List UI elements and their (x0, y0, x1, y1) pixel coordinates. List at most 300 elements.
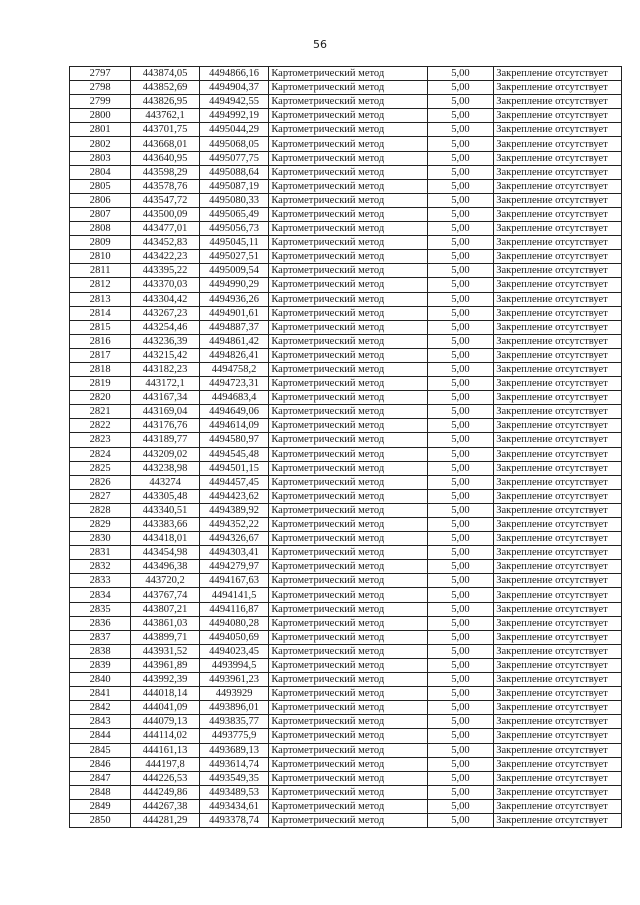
table-row (70, 306, 622, 320)
accuracy-cell: 5,00 (427, 546, 493, 560)
accuracy-cell: 5,00 (427, 222, 493, 236)
accuracy-cell: 5,00 (427, 433, 493, 447)
coordinate-x-cell: 444267,38 (131, 799, 199, 813)
point-number-cell: 2849 (70, 799, 131, 813)
coordinate-y-cell: 4493775,9 (199, 729, 269, 743)
coordinate-x-cell: 443172,1 (131, 377, 199, 391)
method-cell: Картометрический метод (269, 207, 427, 221)
fixation-cell: Закрепление отсутствует (494, 644, 622, 658)
accuracy-cell: 5,00 (427, 673, 493, 687)
method-cell: Картометрический метод (269, 602, 427, 616)
accuracy-cell: 5,00 (427, 658, 493, 672)
fixation-cell: Закрепление отсутствует (494, 757, 622, 771)
coordinate-y-cell: 4494901,61 (199, 306, 269, 320)
coordinate-y-cell: 4494352,22 (199, 518, 269, 532)
coordinate-y-cell: 4495009,54 (199, 264, 269, 278)
fixation-cell: Закрепление отсутствует (494, 278, 622, 292)
coordinate-y-cell: 4493549,35 (199, 771, 269, 785)
fixation-cell: Закрепление отсутствует (494, 813, 622, 827)
method-cell: Картометрический метод (269, 137, 427, 151)
method-cell: Картометрический метод (269, 729, 427, 743)
point-number-cell: 2802 (70, 137, 131, 151)
coordinate-x-cell: 444161,13 (131, 743, 199, 757)
coordinate-y-cell: 4494649,06 (199, 405, 269, 419)
fixation-cell: Закрепление отсутствует (494, 222, 622, 236)
coordinate-x-cell: 444249,86 (131, 785, 199, 799)
method-cell: Картометрический метод (269, 306, 427, 320)
coordinate-y-cell: 4494457,45 (199, 475, 269, 489)
point-number-cell: 2848 (70, 785, 131, 799)
table-row (70, 616, 622, 630)
fixation-cell: Закрепление отсутствует (494, 391, 622, 405)
fixation-cell: Закрепление отсутствует (494, 532, 622, 546)
coordinate-y-cell: 4495080,33 (199, 193, 269, 207)
coordinate-x-cell: 444079,13 (131, 715, 199, 729)
fixation-cell: Закрепление отсутствует (494, 81, 622, 95)
fixation-cell: Закрепление отсутствует (494, 715, 622, 729)
coordinate-y-cell: 4495027,51 (199, 250, 269, 264)
accuracy-cell: 5,00 (427, 334, 493, 348)
method-cell: Картометрический метод (269, 813, 427, 827)
table-row (70, 348, 622, 362)
accuracy-cell: 5,00 (427, 813, 493, 827)
coordinate-x-cell: 443640,95 (131, 151, 199, 165)
table-row (70, 630, 622, 644)
coordinate-y-cell: 4494080,28 (199, 616, 269, 630)
method-cell: Картометрический метод (269, 95, 427, 109)
accuracy-cell: 5,00 (427, 447, 493, 461)
coordinate-y-cell: 4494866,16 (199, 67, 269, 81)
point-number-cell: 2826 (70, 475, 131, 489)
point-number-cell: 2817 (70, 348, 131, 362)
table-row (70, 658, 622, 672)
page-number: 56 (313, 38, 327, 51)
coordinate-x-cell: 443383,66 (131, 518, 199, 532)
point-number-cell: 2850 (70, 813, 131, 827)
method-cell: Картометрический метод (269, 757, 427, 771)
method-cell: Картометрический метод (269, 588, 427, 602)
method-cell: Картометрический метод (269, 743, 427, 757)
method-cell: Картометрический метод (269, 377, 427, 391)
point-number-cell: 2809 (70, 236, 131, 250)
coordinate-y-cell: 4495045,11 (199, 236, 269, 250)
accuracy-cell: 5,00 (427, 518, 493, 532)
accuracy-cell: 5,00 (427, 630, 493, 644)
table-row (70, 334, 622, 348)
coordinate-y-cell: 4494942,55 (199, 95, 269, 109)
accuracy-cell: 5,00 (427, 461, 493, 475)
point-number-cell: 2806 (70, 193, 131, 207)
accuracy-cell: 5,00 (427, 377, 493, 391)
table-row (70, 743, 622, 757)
coordinate-y-cell: 4493929 (199, 687, 269, 701)
point-number-cell: 2832 (70, 560, 131, 574)
coordinate-x-cell: 444114,02 (131, 729, 199, 743)
point-number-cell: 2845 (70, 743, 131, 757)
point-number-cell: 2846 (70, 757, 131, 771)
method-cell: Картометрический метод (269, 278, 427, 292)
accuracy-cell: 5,00 (427, 137, 493, 151)
coordinate-y-cell: 4493378,74 (199, 813, 269, 827)
method-cell: Картометрический метод (269, 715, 427, 729)
point-number-cell: 2800 (70, 109, 131, 123)
method-cell: Картометрический метод (269, 447, 427, 461)
fixation-cell: Закрепление отсутствует (494, 362, 622, 376)
point-number-cell: 2805 (70, 179, 131, 193)
method-cell: Картометрический метод (269, 461, 427, 475)
method-cell: Картометрический метод (269, 362, 427, 376)
coordinate-x-cell: 443395,22 (131, 264, 199, 278)
fixation-cell: Закрепление отсутствует (494, 518, 622, 532)
accuracy-cell: 5,00 (427, 757, 493, 771)
coordinate-y-cell: 4494580,97 (199, 433, 269, 447)
point-number-cell: 2833 (70, 574, 131, 588)
coordinate-x-cell: 443598,29 (131, 165, 199, 179)
method-cell: Картометрический метод (269, 532, 427, 546)
table-row (70, 222, 622, 236)
fixation-cell: Закрепление отсутствует (494, 264, 622, 278)
point-number-cell: 2824 (70, 447, 131, 461)
coordinate-x-cell: 443238,98 (131, 461, 199, 475)
accuracy-cell: 5,00 (427, 264, 493, 278)
point-number-cell: 2819 (70, 377, 131, 391)
fixation-cell: Закрепление отсутствует (494, 673, 622, 687)
table-row (70, 518, 622, 532)
fixation-cell: Закрепление отсутствует (494, 405, 622, 419)
coordinate-x-cell: 443899,71 (131, 630, 199, 644)
fixation-cell: Закрепление отсутствует (494, 320, 622, 334)
method-cell: Картометрический метод (269, 630, 427, 644)
accuracy-cell: 5,00 (427, 109, 493, 123)
point-number-cell: 2815 (70, 320, 131, 334)
table-row (70, 236, 622, 250)
method-cell: Картометрический метод (269, 292, 427, 306)
accuracy-cell: 5,00 (427, 320, 493, 334)
method-cell: Картометрический метод (269, 518, 427, 532)
fixation-cell: Закрепление отсутствует (494, 236, 622, 250)
coordinate-x-cell: 443215,42 (131, 348, 199, 362)
fixation-cell: Закрепление отсутствует (494, 503, 622, 517)
coordinate-y-cell: 4493896,01 (199, 701, 269, 715)
point-number-cell: 2830 (70, 532, 131, 546)
coordinate-x-cell: 443236,39 (131, 334, 199, 348)
coordinate-x-cell: 443167,34 (131, 391, 199, 405)
method-cell: Картометрический метод (269, 658, 427, 672)
fixation-cell: Закрепление отсутствует (494, 95, 622, 109)
point-number-cell: 2827 (70, 489, 131, 503)
fixation-cell: Закрепление отсутствует (494, 250, 622, 264)
table-row (70, 785, 622, 799)
table-row (70, 799, 622, 813)
accuracy-cell: 5,00 (427, 362, 493, 376)
coordinate-x-cell: 443267,23 (131, 306, 199, 320)
method-cell: Картометрический метод (269, 489, 427, 503)
coordinate-x-cell: 443578,76 (131, 179, 199, 193)
coordinate-y-cell: 4494389,92 (199, 503, 269, 517)
table-row (70, 278, 622, 292)
method-cell: Картометрический метод (269, 320, 427, 334)
coordinate-y-cell: 4493961,23 (199, 673, 269, 687)
coordinate-y-cell: 4493994,5 (199, 658, 269, 672)
coordinate-y-cell: 4494023,45 (199, 644, 269, 658)
table-row (70, 687, 622, 701)
accuracy-cell: 5,00 (427, 236, 493, 250)
coordinate-x-cell: 443496,38 (131, 560, 199, 574)
coordinate-x-cell: 443340,51 (131, 503, 199, 517)
method-cell: Картометрический метод (269, 673, 427, 687)
table-row (70, 109, 622, 123)
method-cell: Картометрический метод (269, 701, 427, 715)
coordinate-x-cell: 444226,53 (131, 771, 199, 785)
table-row (70, 362, 622, 376)
coordinate-y-cell: 4494423,62 (199, 489, 269, 503)
fixation-cell: Закрепление отсутствует (494, 165, 622, 179)
method-cell: Картометрический метод (269, 644, 427, 658)
coordinate-y-cell: 4495068,05 (199, 137, 269, 151)
table-row (70, 588, 622, 602)
accuracy-cell: 5,00 (427, 560, 493, 574)
coordinate-x-cell: 443701,75 (131, 123, 199, 137)
point-number-cell: 2847 (70, 771, 131, 785)
coordinate-x-cell: 443418,01 (131, 532, 199, 546)
accuracy-cell: 5,00 (427, 475, 493, 489)
point-number-cell: 2836 (70, 616, 131, 630)
fixation-cell: Закрепление отсутствует (494, 67, 622, 81)
table-row (70, 532, 622, 546)
fixation-cell: Закрепление отсутствует (494, 123, 622, 137)
method-cell: Картометрический метод (269, 616, 427, 630)
coordinate-x-cell: 443547,72 (131, 193, 199, 207)
point-number-cell: 2841 (70, 687, 131, 701)
coordinates-table (69, 66, 622, 828)
point-number-cell: 2835 (70, 602, 131, 616)
coordinate-x-cell: 443304,42 (131, 292, 199, 306)
coordinate-y-cell: 4494936,26 (199, 292, 269, 306)
coordinate-x-cell: 443720,2 (131, 574, 199, 588)
method-cell: Картометрический метод (269, 334, 427, 348)
table-row (70, 95, 622, 109)
table-row (70, 250, 622, 264)
table-row (70, 489, 622, 503)
fixation-cell: Закрепление отсутствует (494, 475, 622, 489)
point-number-cell: 2801 (70, 123, 131, 137)
point-number-cell: 2844 (70, 729, 131, 743)
table-row (70, 123, 622, 137)
fixation-cell: Закрепление отсутствует (494, 193, 622, 207)
coordinate-x-cell: 443826,95 (131, 95, 199, 109)
table-row (70, 644, 622, 658)
fixation-cell: Закрепление отсутствует (494, 546, 622, 560)
method-cell: Картометрический метод (269, 503, 427, 517)
coordinate-x-cell: 443189,77 (131, 433, 199, 447)
point-number-cell: 2812 (70, 278, 131, 292)
coordinate-x-cell: 443182,23 (131, 362, 199, 376)
fixation-cell: Закрепление отсутствует (494, 616, 622, 630)
point-number-cell: 2838 (70, 644, 131, 658)
fixation-cell: Закрепление отсутствует (494, 419, 622, 433)
coordinate-x-cell: 443961,89 (131, 658, 199, 672)
accuracy-cell: 5,00 (427, 532, 493, 546)
accuracy-cell: 5,00 (427, 207, 493, 221)
accuracy-cell: 5,00 (427, 81, 493, 95)
coordinate-x-cell: 444041,09 (131, 701, 199, 715)
coordinate-x-cell: 443274 (131, 475, 199, 489)
point-number-cell: 2816 (70, 334, 131, 348)
table-row (70, 193, 622, 207)
accuracy-cell: 5,00 (427, 165, 493, 179)
point-number-cell: 2837 (70, 630, 131, 644)
method-cell: Картометрический метод (269, 193, 427, 207)
coordinate-y-cell: 4495044,29 (199, 123, 269, 137)
point-number-cell: 2810 (70, 250, 131, 264)
coordinate-x-cell: 443767,74 (131, 588, 199, 602)
accuracy-cell: 5,00 (427, 489, 493, 503)
method-cell: Картометрический метод (269, 123, 427, 137)
accuracy-cell: 5,00 (427, 405, 493, 419)
table-row (70, 320, 622, 334)
fixation-cell: Закрепление отсутствует (494, 489, 622, 503)
coordinate-x-cell: 444281,29 (131, 813, 199, 827)
method-cell: Картометрический метод (269, 574, 427, 588)
table-row (70, 207, 622, 221)
accuracy-cell: 5,00 (427, 419, 493, 433)
table-row (70, 757, 622, 771)
table-row (70, 771, 622, 785)
coordinate-y-cell: 4494990,29 (199, 278, 269, 292)
coordinate-y-cell: 4494683,4 (199, 391, 269, 405)
table-row (70, 560, 622, 574)
coordinate-x-cell: 443169,04 (131, 405, 199, 419)
accuracy-cell: 5,00 (427, 588, 493, 602)
table-row (70, 729, 622, 743)
accuracy-cell: 5,00 (427, 616, 493, 630)
method-cell: Картометрический метод (269, 546, 427, 560)
point-number-cell: 2821 (70, 405, 131, 419)
method-cell: Картометрический метод (269, 109, 427, 123)
coordinate-y-cell: 4495088,64 (199, 165, 269, 179)
accuracy-cell: 5,00 (427, 250, 493, 264)
coordinates-table-body (70, 67, 622, 828)
point-number-cell: 2825 (70, 461, 131, 475)
coordinate-y-cell: 4494167,63 (199, 574, 269, 588)
table-row (70, 574, 622, 588)
coordinate-x-cell: 443992,39 (131, 673, 199, 687)
coordinate-x-cell: 443254,46 (131, 320, 199, 334)
point-number-cell: 2807 (70, 207, 131, 221)
table-row (70, 137, 622, 151)
point-number-cell: 2842 (70, 701, 131, 715)
coordinate-y-cell: 4494758,2 (199, 362, 269, 376)
coordinate-y-cell: 4494141,5 (199, 588, 269, 602)
coordinate-x-cell: 443305,48 (131, 489, 199, 503)
coordinate-x-cell: 444018,14 (131, 687, 199, 701)
fixation-cell: Закрепление отсутствует (494, 560, 622, 574)
accuracy-cell: 5,00 (427, 503, 493, 517)
table-row (70, 377, 622, 391)
method-cell: Картометрический метод (269, 771, 427, 785)
accuracy-cell: 5,00 (427, 179, 493, 193)
fixation-cell: Закрепление отсутствует (494, 377, 622, 391)
coordinate-y-cell: 4494116,87 (199, 602, 269, 616)
fixation-cell: Закрепление отсутствует (494, 771, 622, 785)
coordinate-x-cell: 443370,03 (131, 278, 199, 292)
accuracy-cell: 5,00 (427, 278, 493, 292)
table-row (70, 673, 622, 687)
point-number-cell: 2839 (70, 658, 131, 672)
point-number-cell: 2799 (70, 95, 131, 109)
accuracy-cell: 5,00 (427, 771, 493, 785)
accuracy-cell: 5,00 (427, 799, 493, 813)
accuracy-cell: 5,00 (427, 67, 493, 81)
fixation-cell: Закрепление отсутствует (494, 109, 622, 123)
accuracy-cell: 5,00 (427, 193, 493, 207)
point-number-cell: 2818 (70, 362, 131, 376)
point-number-cell: 2803 (70, 151, 131, 165)
point-number-cell: 2811 (70, 264, 131, 278)
accuracy-cell: 5,00 (427, 701, 493, 715)
coordinate-x-cell: 443209,02 (131, 447, 199, 461)
coordinate-y-cell: 4493689,13 (199, 743, 269, 757)
fixation-cell: Закрепление отсутствует (494, 433, 622, 447)
fixation-cell: Закрепление отсутствует (494, 574, 622, 588)
coordinate-x-cell: 443454,98 (131, 546, 199, 560)
table-row (70, 264, 622, 278)
method-cell: Картометрический метод (269, 433, 427, 447)
table-row (70, 292, 622, 306)
point-number-cell: 2808 (70, 222, 131, 236)
fixation-cell: Закрепление отсутствует (494, 630, 622, 644)
fixation-cell: Закрепление отсутствует (494, 687, 622, 701)
coordinate-y-cell: 4494904,37 (199, 81, 269, 95)
coordinate-x-cell: 443861,03 (131, 616, 199, 630)
coordinate-y-cell: 4495087,19 (199, 179, 269, 193)
coordinate-y-cell: 4493835,77 (199, 715, 269, 729)
point-number-cell: 2804 (70, 165, 131, 179)
table-row (70, 447, 622, 461)
fixation-cell: Закрепление отсутствует (494, 799, 622, 813)
coordinate-x-cell: 444197,8 (131, 757, 199, 771)
fixation-cell: Закрепление отсутствует (494, 292, 622, 306)
fixation-cell: Закрепление отсутствует (494, 658, 622, 672)
table-row (70, 165, 622, 179)
point-number-cell: 2813 (70, 292, 131, 306)
accuracy-cell: 5,00 (427, 306, 493, 320)
method-cell: Картометрический метод (269, 560, 427, 574)
method-cell: Картометрический метод (269, 151, 427, 165)
coordinate-y-cell: 4493614,74 (199, 757, 269, 771)
coordinate-x-cell: 443500,09 (131, 207, 199, 221)
fixation-cell: Закрепление отсутствует (494, 602, 622, 616)
table-row (70, 419, 622, 433)
table-row (70, 546, 622, 560)
coordinate-x-cell: 443762,1 (131, 109, 199, 123)
fixation-cell: Закрепление отсутствует (494, 207, 622, 221)
coordinate-y-cell: 4495077,75 (199, 151, 269, 165)
point-number-cell: 2834 (70, 588, 131, 602)
table-row (70, 151, 622, 165)
table-row (70, 81, 622, 95)
method-cell: Картометрический метод (269, 475, 427, 489)
coordinate-x-cell: 443452,83 (131, 236, 199, 250)
table-row (70, 701, 622, 715)
method-cell: Картометрический метод (269, 687, 427, 701)
fixation-cell: Закрепление отсутствует (494, 348, 622, 362)
coordinate-x-cell: 443176,76 (131, 419, 199, 433)
accuracy-cell: 5,00 (427, 348, 493, 362)
table-row (70, 405, 622, 419)
fixation-cell: Закрепление отсутствует (494, 461, 622, 475)
coordinate-y-cell: 4494723,31 (199, 377, 269, 391)
